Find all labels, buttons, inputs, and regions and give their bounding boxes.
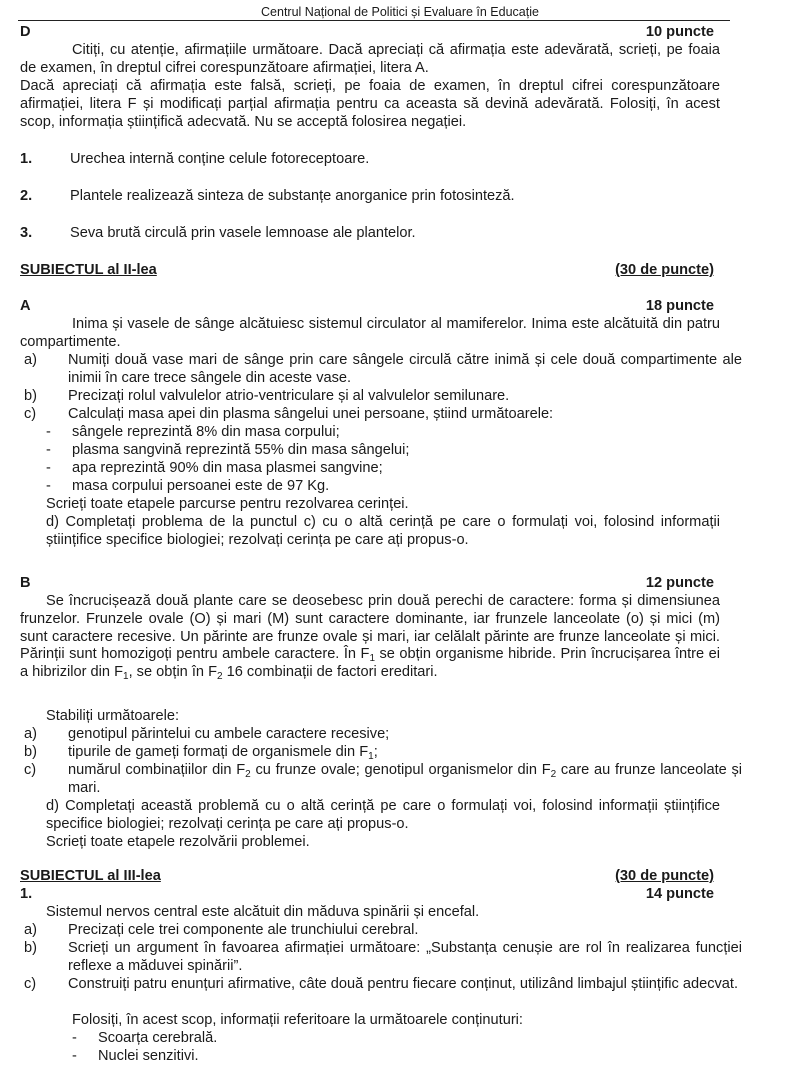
dash-bullet: - [72, 1048, 77, 1064]
c-fact [46, 460, 706, 478]
item-text: Precizați cele trei componente ale trunchiului cerebral. [68, 922, 419, 938]
part-b-note: Scrieți toate etapele rezolvării problemei. [46, 834, 310, 850]
item-text: Numiți două vase mari de sânge prin care sângele circulă către inimă și cele două compartimente ale inimii în care trece sângele din aceste vase. [68, 352, 742, 386]
part-b-item-c [24, 762, 743, 798]
subject-3-points: (30 de puncte) [615, 868, 714, 884]
item-key: c) [24, 976, 37, 992]
problem-text: 16 combinații de factori ereditari. [222, 664, 438, 681]
item-key: c) [24, 762, 37, 778]
item-text: Construiți patru enunțuri afirmative, câte două pentru fiecare conținut, utilizând limbajul științific adecvat. [68, 976, 739, 992]
part-a-label: A [20, 298, 31, 314]
dash-bullet: - [46, 478, 51, 494]
item-key: c) [24, 406, 37, 422]
part-a-points: 18 puncte [645, 298, 714, 314]
item-key: b) [24, 388, 37, 404]
part-b-item-d: d) Completați această problemă cu o altă cerință pe care o formulați voi, folosind informații științifice specifice biologiei; rezolvați cerința pe care ați propus-o. [46, 798, 720, 832]
subscript: 2 [550, 769, 557, 780]
part-b-label: B [20, 575, 31, 591]
item-text: ; [373, 744, 378, 760]
subscript: 2 [217, 671, 223, 683]
part-a-c-note: Scrieți toate etapele parcurse pentru rezolvarea cerinței. [46, 496, 409, 512]
part-a-item-d: d) Completați problema de la punctul c) cu o altă cerință pe care o formulați voi, folosind informații științifice specifice biologiei; rezolvați cerința pe care ați propus-o. [46, 514, 720, 548]
part-b-item-b [24, 744, 742, 762]
institution-header: Centrul Național de Politici și Evaluare în Educație [261, 5, 539, 19]
item-text: Precizați rolul valvulelor atrio-ventriculare și al valvulelor semilunare. [68, 388, 510, 404]
subscript: 1 [123, 671, 129, 683]
part-d-intro-2: Dacă apreciați că afirmația este falsă, scrieți, pe foaia de examen, în dreptul cifrei corespunzătoare afirmației, litera F și modificați parțial afirmația pentru ca aceasta să devină adevărată. Folosiți, în acest scop, informația științifică adecvată. Nu se acceptă folosirea negației. [20, 78, 720, 130]
item-text: genotipul părintelui cu ambele caractere recesive; [68, 726, 390, 742]
part-d-points: 10 puncte [645, 24, 714, 40]
c-fact-text: apa reprezintă 90% din masa plasmei sangvine; [72, 460, 383, 476]
subject-3-q1-points: 14 puncte [645, 886, 714, 902]
item-text: numărul combinațiilor din F [68, 762, 246, 778]
problem-text: se obțin organisme hibride. Prin încrucișarea între ei a hibrizilor din F [20, 646, 720, 681]
part-b-problem [20, 593, 720, 682]
c-fact [46, 478, 706, 496]
subject-3-title: SUBIECTUL al III-lea [20, 868, 161, 884]
item-key: b) [24, 744, 37, 760]
content-text: Scoarța cerebrală. [98, 1030, 218, 1046]
subject-3-item-c [24, 976, 742, 994]
item-text: cu frunze ovale; genotipul organismelor din F [250, 762, 551, 778]
subject-2-points: (30 de puncte) [615, 262, 714, 278]
item-text: Calculați masa apei din plasma sângelui unei persoane, știind următoarele: [68, 406, 554, 422]
item-key: b) [24, 940, 37, 956]
part-a-item-c [24, 406, 742, 424]
subject-3-item-b [24, 940, 742, 976]
subject-2-title: SUBIECTUL al II-lea [20, 262, 157, 278]
part-b-item-a [24, 726, 742, 744]
subscript: 1 [369, 653, 375, 665]
subject-3-intro: Sistemul nervos central este alcătuit din măduva spinării și encefal. [46, 904, 480, 920]
item-key: a) [24, 352, 37, 368]
item-text: Scrieți un argument în favoarea afirmației următoare: „Substanța cenușie are rol în realizarea funcției reflexe a măduvei spinării”. [68, 940, 742, 974]
dash-bullet: - [46, 424, 51, 440]
statement-number: 1. [20, 151, 33, 167]
dash-bullet: - [72, 1030, 77, 1046]
item-key: a) [24, 726, 37, 742]
content-item [72, 1030, 732, 1048]
c-fact-text: sângele reprezintă 8% din masa corpului; [72, 424, 340, 440]
part-d-intro-1: Citiți, cu atenție, afirmațiile următoare. Dacă apreciați că afirmația este adevărată, scrieți, pe foaia de examen, în dreptul cifrei corespunzătoare afirmației, litera A. [20, 42, 720, 76]
part-b-points: 12 puncte [645, 575, 714, 591]
item-text: tipurile de gameți formați de organismele din F [68, 744, 369, 760]
part-a-intro: Inima și vasele de sânge alcătuiesc sistemul circulator al mamiferelor. Inima este alcătuită din patru compartimente. [20, 316, 720, 350]
statement-text: Urechea internă conține celule fotoreceptoare. [70, 151, 370, 167]
subject-3-use-note: Folosiți, în acest scop, informații referitoare la următoarele conținuturi: [72, 1012, 523, 1028]
subject-3-item-a [24, 922, 742, 940]
c-fact [46, 424, 706, 442]
part-b-establish: Stabiliți următoarele: [46, 708, 180, 724]
subscript: 2 [245, 769, 251, 780]
dash-bullet: - [46, 460, 51, 476]
statement-text: Plantele realizează sinteza de substanțe anorganice prin fotosinteză. [70, 188, 515, 204]
item-text: care au frunze lanceolate și mari. [68, 762, 743, 796]
c-fact-text: plasma sangvină reprezintă 55% din masa sângelui; [72, 442, 410, 458]
header-divider [18, 20, 730, 21]
problem-text: Se încrucișează două plante care se deosebesc prin două perechi de caractere: forma și dimensiunea frunzelor. Frunzele ovale (O) și mari (M) sunt caractere dominante, iar frunzele lanceolate (o) și mici (m) sunt caractere recesive. Un părinte are frunze ovale și mari, iar celălalt părinte are frunze lanceolate și mici. Părinții sunt homozigoți pentru ambele caractere. În F [20, 593, 720, 663]
problem-text: , se obțin în F [128, 664, 217, 681]
statement-number: 3. [20, 225, 33, 241]
statement-number: 2. [20, 188, 33, 204]
part-d-label: D [20, 24, 31, 40]
content-text: Nuclei senzitivi. [98, 1048, 199, 1064]
statement-text: Seva brută circulă prin vasele lemnoase ale plantelor. [70, 225, 416, 241]
subject-3-q1-number: 1. [20, 886, 33, 902]
subscript: 1 [368, 751, 374, 762]
item-key: a) [24, 922, 37, 938]
c-fact [46, 442, 706, 460]
content-item [72, 1048, 732, 1066]
part-a-item-b [24, 388, 742, 406]
dash-bullet: - [46, 442, 51, 458]
c-fact-text: masa corpului persoanei este de 97 Kg. [72, 478, 330, 494]
part-a-item-a [24, 352, 742, 388]
